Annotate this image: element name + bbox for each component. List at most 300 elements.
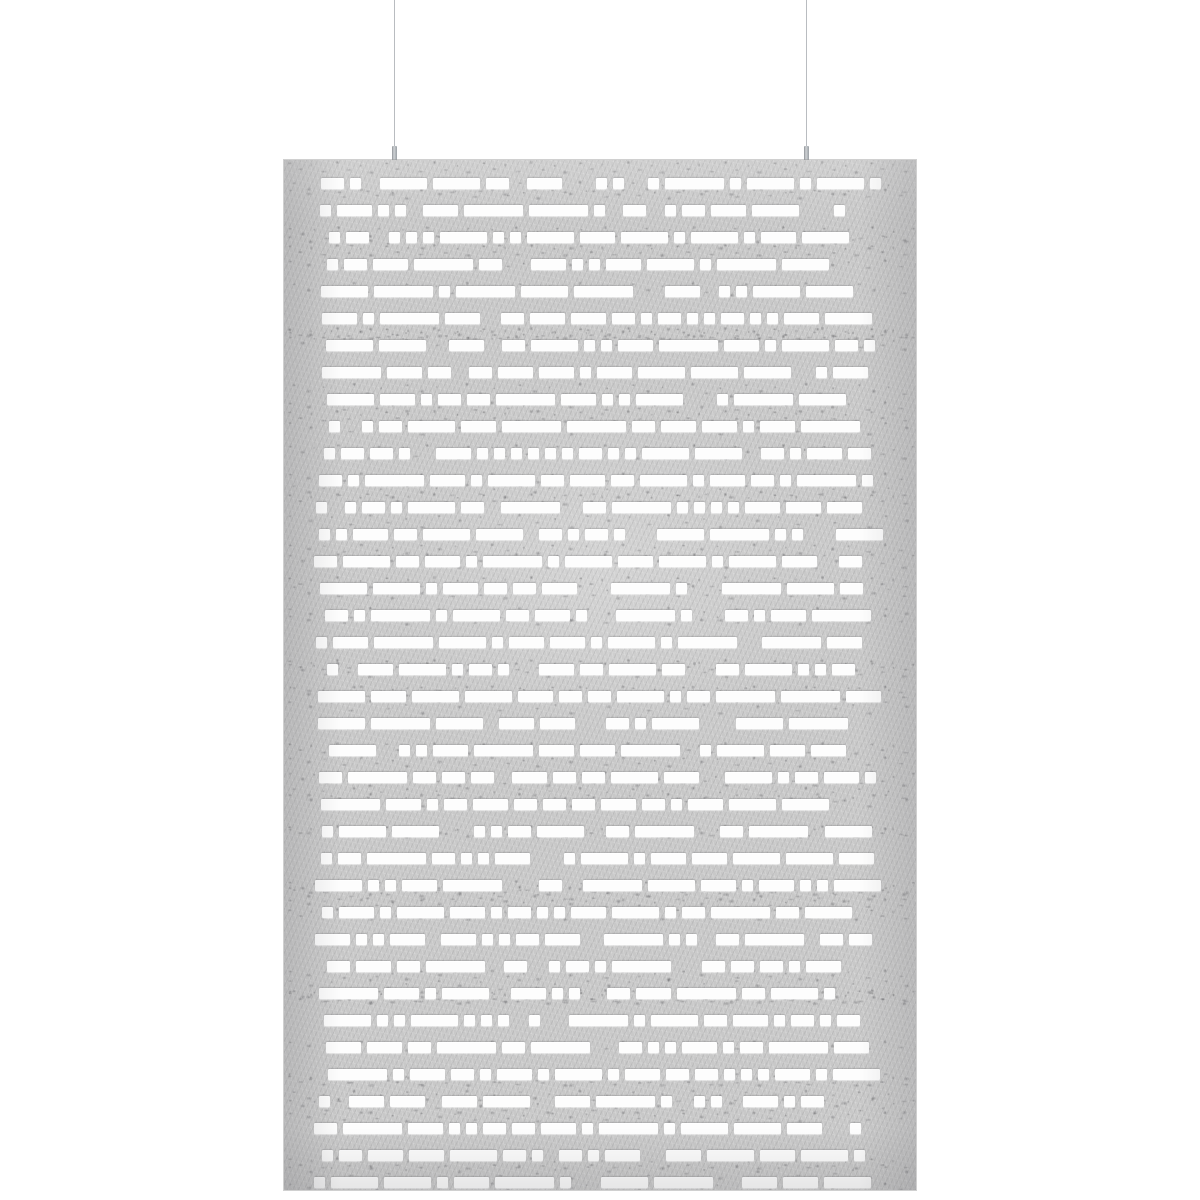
perforation-slot: [712, 556, 723, 567]
perforation-slot: [413, 772, 436, 783]
perforation-slot: [552, 988, 563, 999]
perforation-slot: [471, 772, 494, 783]
perforation-slot: [686, 934, 697, 945]
perforation-slot: [321, 286, 368, 297]
perforation-slot: [559, 691, 582, 702]
perforation-slot: [371, 610, 430, 621]
perforation-slot: [865, 772, 876, 783]
perforation-slot: [747, 178, 794, 189]
perforation-slot: [677, 502, 688, 513]
perforation-slot: [504, 961, 527, 972]
perforation-slot: [776, 907, 799, 918]
perforation-slot: [495, 1177, 554, 1188]
perforation-slot: [836, 529, 883, 540]
perforation-slot: [380, 907, 391, 918]
perforation-slot: [518, 691, 553, 702]
perforation-slot: [362, 421, 373, 432]
perforation-slot: [539, 745, 574, 756]
perforation-slot: [834, 205, 845, 216]
perforation-slot: [839, 556, 862, 567]
perforation-slot: [338, 853, 361, 864]
perforation-slot: [316, 502, 327, 513]
perforation-slot: [322, 907, 333, 918]
perforation-slot: [326, 340, 373, 351]
perforation-slot: [621, 232, 668, 243]
perforation-slot: [580, 745, 615, 756]
perforation-slot: [390, 934, 425, 945]
perforation-slot: [585, 529, 608, 540]
perforation-slot: [837, 1015, 860, 1026]
perforation-slot: [329, 421, 340, 432]
perforation-slot: [807, 448, 842, 459]
perforation-slot: [595, 961, 606, 972]
perforation-slot: [329, 745, 376, 756]
perforation-slot: [467, 394, 490, 405]
perforation-slot: [370, 448, 393, 459]
perforation-slot: [314, 1123, 337, 1134]
perforation-slot: [377, 1015, 388, 1026]
perforation-slot: [743, 421, 754, 432]
perforation-slot: [761, 448, 784, 459]
perforation-slot: [466, 556, 477, 567]
perforation-slot: [503, 1150, 526, 1161]
perforation-slot: [579, 448, 602, 459]
perforation-slot: [426, 961, 485, 972]
perforation-slot: [752, 205, 799, 216]
perforation-slot: [502, 1042, 525, 1053]
perforation-slot: [582, 772, 605, 783]
perforation-slot: [454, 1177, 489, 1188]
perforation-slot: [391, 502, 402, 513]
perforation-slot: [565, 556, 612, 567]
perforation-slot: [532, 1150, 543, 1161]
perforation-slot: [840, 583, 863, 594]
perforation-slot: [443, 880, 502, 891]
perforation-slot: [664, 1123, 675, 1134]
perforation-slot: [491, 907, 502, 918]
perforation-slot: [641, 313, 652, 324]
perforation-slot: [408, 421, 455, 432]
perforation-slot: [721, 313, 744, 324]
perforation-slot: [782, 799, 829, 810]
perforation-slot: [613, 178, 624, 189]
perforation-slot: [397, 907, 444, 918]
perforation-slot: [521, 286, 568, 297]
perforation-slot: [702, 421, 737, 432]
perforation-slot: [322, 826, 333, 837]
perforation-slot: [614, 529, 625, 540]
perforation-slot: [608, 637, 655, 648]
perforation-slot: [471, 475, 482, 486]
perforation-slot: [717, 745, 764, 756]
perforation-slot: [784, 1096, 795, 1107]
perforation-slot: [373, 934, 384, 945]
perforation-slot: [745, 502, 780, 513]
perforation-slot: [692, 853, 727, 864]
perforation-slot: [594, 205, 605, 216]
perforation-slot-layer: [284, 160, 916, 1190]
perforation-slot: [612, 907, 659, 918]
perforation-slot: [775, 1069, 810, 1080]
perforation-slot: [812, 610, 871, 621]
perforation-slot: [606, 259, 641, 270]
perforation-slot: [539, 664, 574, 675]
perforation-slot: [329, 232, 340, 243]
perforation-slot: [800, 178, 811, 189]
perforation-slot: [511, 988, 546, 999]
perforation-slot: [512, 1123, 535, 1134]
perforation-slot: [849, 934, 872, 945]
perforation-slot: [791, 1015, 814, 1026]
perforation-slot: [572, 259, 583, 270]
perforation-slot: [733, 853, 780, 864]
perforation-slot: [425, 988, 436, 999]
perforation-slot: [769, 1042, 828, 1053]
perforation-slot: [451, 1069, 474, 1080]
perforation-slot: [824, 772, 859, 783]
perforation-slot: [870, 178, 881, 189]
perforation-slot: [373, 583, 420, 594]
perforation-slot: [416, 745, 427, 756]
perforation-slot: [648, 1042, 659, 1053]
perforation-slot: [601, 340, 612, 351]
perforation-slot: [473, 799, 508, 810]
perforation-slot: [436, 448, 471, 459]
perforation-slot: [846, 691, 881, 702]
perforation-slot: [700, 259, 711, 270]
perforation-slot: [412, 691, 459, 702]
perforation-slot: [399, 448, 410, 459]
perforation-slot: [733, 1015, 768, 1026]
perforation-slot: [654, 1177, 713, 1188]
perforation-slot: [694, 1096, 705, 1107]
perforation-slot: [677, 988, 736, 999]
perforation-slot: [651, 1015, 698, 1026]
perforation-slot: [722, 583, 781, 594]
perforation-slot: [665, 205, 676, 216]
perforation-slot: [541, 475, 564, 486]
perforation-slot: [399, 664, 446, 675]
perforation-slot: [687, 313, 698, 324]
perforation-slot: [659, 340, 718, 351]
perforation-slot: [319, 988, 378, 999]
perforation-slot: [314, 1177, 325, 1188]
perforation-slot: [453, 610, 500, 621]
perforation-slot: [710, 475, 745, 486]
perforation-slot: [676, 583, 687, 594]
perforation-slot: [711, 502, 722, 513]
perforation-slot: [450, 1150, 497, 1161]
perforation-slot: [555, 1096, 590, 1107]
perforation-slot: [456, 286, 515, 297]
perforation-slot: [616, 610, 675, 621]
perforation-slot: [408, 1042, 431, 1053]
perforation-slot: [802, 232, 849, 243]
perforation-slot: [439, 637, 486, 648]
perforation-slot: [581, 853, 628, 864]
perforation-slot: [666, 1069, 689, 1080]
perforation-slot: [580, 232, 615, 243]
perforation-slot: [734, 394, 793, 405]
perforation-slot: [740, 1042, 763, 1053]
perforation-slot: [315, 934, 350, 945]
perforation-slot: [602, 394, 613, 405]
perforation-slot: [691, 367, 738, 378]
perforation-slot: [514, 799, 537, 810]
perforation-slot: [543, 799, 566, 810]
perforation-slot: [729, 799, 776, 810]
perforation-slot: [806, 961, 841, 972]
perforation-slot: [344, 259, 367, 270]
perforation-slot: [762, 637, 821, 648]
perforation-slot: [437, 1177, 448, 1188]
perforation-slot: [743, 1096, 778, 1107]
perforation-slot: [343, 1123, 402, 1134]
perforation-slot: [449, 340, 484, 351]
perforation-slot: [682, 1042, 717, 1053]
perforation-slot: [760, 1150, 795, 1161]
perforation-slot: [601, 799, 636, 810]
perforation-slot: [741, 1069, 752, 1080]
perforation-slot: [373, 259, 408, 270]
perforation-slot: [380, 313, 439, 324]
perforation-slot: [605, 1150, 640, 1161]
perforation-slot: [482, 934, 493, 945]
perforation-slot: [508, 907, 531, 918]
perforation-slot: [636, 394, 683, 405]
perforation-slot: [750, 313, 761, 324]
perforation-slot: [623, 205, 646, 216]
perforation-slot: [411, 1015, 458, 1026]
perforation-slot: [318, 718, 365, 729]
perforation-slot: [625, 448, 636, 459]
perforation-slot: [480, 1069, 491, 1080]
perforation-slot: [716, 934, 739, 945]
perforation-slot: [464, 205, 523, 216]
perforation-slot: [789, 718, 848, 729]
perforation-slot: [337, 205, 372, 216]
perforation-slot: [720, 826, 743, 837]
perforation-slot: [442, 772, 465, 783]
perforation-slot: [433, 745, 468, 756]
perforation-slot: [634, 853, 645, 864]
perforation-slot: [717, 394, 728, 405]
perforation-slot: [380, 178, 427, 189]
perforation-slot: [806, 286, 853, 297]
perforation-slot: [548, 556, 559, 567]
perforation-slot: [588, 691, 611, 702]
perforation-slot: [635, 826, 694, 837]
perforation-slot: [700, 745, 711, 756]
perforation-slot: [538, 1069, 549, 1080]
perforation-slot: [542, 583, 577, 594]
perforation-slot: [315, 880, 362, 891]
perforation-slot: [607, 988, 630, 999]
perforation-slot: [527, 232, 574, 243]
perforation-slot: [368, 1150, 403, 1161]
perforation-slot: [345, 502, 356, 513]
perforation-slot: [827, 502, 862, 513]
perforation-slot: [782, 556, 817, 567]
perforation-slot: [484, 583, 507, 594]
perforation-slot: [476, 529, 523, 540]
perforation-slot: [512, 772, 547, 783]
perforation-slot: [792, 529, 803, 540]
perforation-slot: [682, 205, 705, 216]
perforation-slot: [736, 286, 747, 297]
perforation-slot: [862, 475, 873, 486]
perforation-slot: [555, 1069, 602, 1080]
perforation-slot: [423, 232, 434, 243]
perforation-slot: [742, 1177, 777, 1188]
perforation-slot: [464, 1015, 475, 1026]
perforation-slot: [661, 1096, 672, 1107]
perforation-slot: [554, 907, 565, 918]
perforation-slot: [665, 178, 724, 189]
perforation-slot: [771, 610, 806, 621]
perforation-slot: [488, 475, 535, 486]
perforation-slot: [597, 367, 632, 378]
perforation-slot: [691, 232, 738, 243]
perforation-slot: [516, 934, 539, 945]
perforation-slot: [601, 1177, 648, 1188]
perforation-slot: [736, 718, 783, 729]
perforation-slot: [811, 745, 846, 756]
perforation-slot: [483, 1096, 530, 1107]
perforation-slot: [336, 529, 347, 540]
perforation-slot: [606, 718, 629, 729]
perforation-slot: [348, 772, 407, 783]
perforation-slot: [331, 1177, 378, 1188]
perforation-slot: [316, 637, 327, 648]
perforation-slot: [465, 691, 512, 702]
perforation-slot: [634, 1015, 645, 1026]
perforation-slot: [834, 1042, 869, 1053]
perforation-slot: [367, 1042, 402, 1053]
perforation-slot: [537, 826, 584, 837]
perforation-slot: [339, 1150, 362, 1161]
perforation-slot: [657, 529, 704, 540]
perforation-slot: [353, 529, 388, 540]
perforation-slot: [319, 529, 330, 540]
perforation-slot: [816, 1069, 827, 1080]
perforation-slot: [662, 664, 685, 675]
perforation-slot: [339, 826, 386, 837]
perforation-slot: [374, 286, 433, 297]
perforation-slot: [384, 1177, 431, 1188]
perforation-slot: [801, 1096, 824, 1107]
perforation-slot: [596, 178, 607, 189]
perforation-slot: [498, 1015, 509, 1026]
perforation-slot: [506, 610, 529, 621]
perforation-slot: [835, 340, 858, 351]
perforation-slot: [665, 286, 700, 297]
perforation-slot: [469, 664, 492, 675]
perforation-slot: [742, 880, 753, 891]
perforation-slot: [328, 1069, 387, 1080]
perforation-slot: [658, 313, 681, 324]
perforation-slot: [725, 610, 748, 621]
perforation-slot: [681, 1123, 728, 1134]
perforation-slot: [678, 637, 737, 648]
perforation-slot: [320, 583, 367, 594]
perforation-slot: [611, 475, 634, 486]
perforation-slot: [833, 1069, 880, 1080]
perforation-slot: [479, 259, 502, 270]
perforation-slot: [322, 1150, 333, 1161]
perforation-slot: [648, 880, 695, 891]
perforation-slot: [591, 637, 602, 648]
perforation-slot: [619, 394, 630, 405]
perforation-slot: [765, 340, 776, 351]
perforation-slot: [820, 1015, 831, 1026]
perforation-slot: [478, 853, 489, 864]
perforation-slot: [651, 853, 686, 864]
perforation-slot: [864, 340, 875, 351]
perforation-slot: [681, 610, 692, 621]
perforation-slot: [568, 529, 579, 540]
perforation-slot: [396, 556, 419, 567]
perforation-slot: [438, 394, 461, 405]
perforation-slot: [832, 664, 855, 675]
perforation-slot: [550, 637, 585, 648]
perforation-slot: [561, 394, 596, 405]
perforation-slot: [501, 502, 560, 513]
perforation-slot: [461, 421, 496, 432]
perforation-slot: [356, 934, 367, 945]
perforation-slot: [327, 961, 350, 972]
perforation-slot: [682, 907, 705, 918]
perforation-slot: [608, 1069, 619, 1080]
perforation-slot: [508, 826, 531, 837]
perforation-slot: [805, 907, 852, 918]
perforation-slot: [497, 1069, 532, 1080]
perforation-slot: [704, 1015, 727, 1026]
perforation-slot: [495, 853, 530, 864]
perforation-slot: [319, 475, 342, 486]
perforation-slot: [425, 556, 460, 567]
perforation-slot: [379, 340, 426, 351]
perforation-slot: [368, 880, 379, 891]
perforation-slot: [665, 907, 676, 918]
perforation-slot: [671, 799, 682, 810]
perforation-slot: [461, 502, 484, 513]
perforation-slot: [669, 934, 680, 945]
perforation-slot: [723, 1042, 734, 1053]
perforation-slot: [399, 745, 410, 756]
acoustic-felt-panel: [284, 160, 916, 1190]
perforation-slot: [339, 907, 374, 918]
perforation-slot: [474, 745, 533, 756]
perforation-slot: [410, 1069, 445, 1080]
perforation-slot: [324, 448, 335, 459]
perforation-slot: [529, 1015, 540, 1026]
perforation-slot: [609, 664, 656, 675]
perforation-slot: [611, 772, 658, 783]
perforation-slot: [760, 961, 783, 972]
perforation-slot: [427, 799, 438, 810]
perforation-slot: [596, 1096, 655, 1107]
perforation-slot: [717, 259, 776, 270]
perforation-slot: [423, 529, 470, 540]
perforation-slot: [321, 853, 332, 864]
perforation-slot: [426, 583, 437, 594]
perforation-slot: [409, 1150, 444, 1161]
perforation-slot: [580, 367, 591, 378]
perforation-slot: [371, 718, 430, 729]
perforation-slot: [621, 745, 680, 756]
perforation-slot: [441, 934, 476, 945]
